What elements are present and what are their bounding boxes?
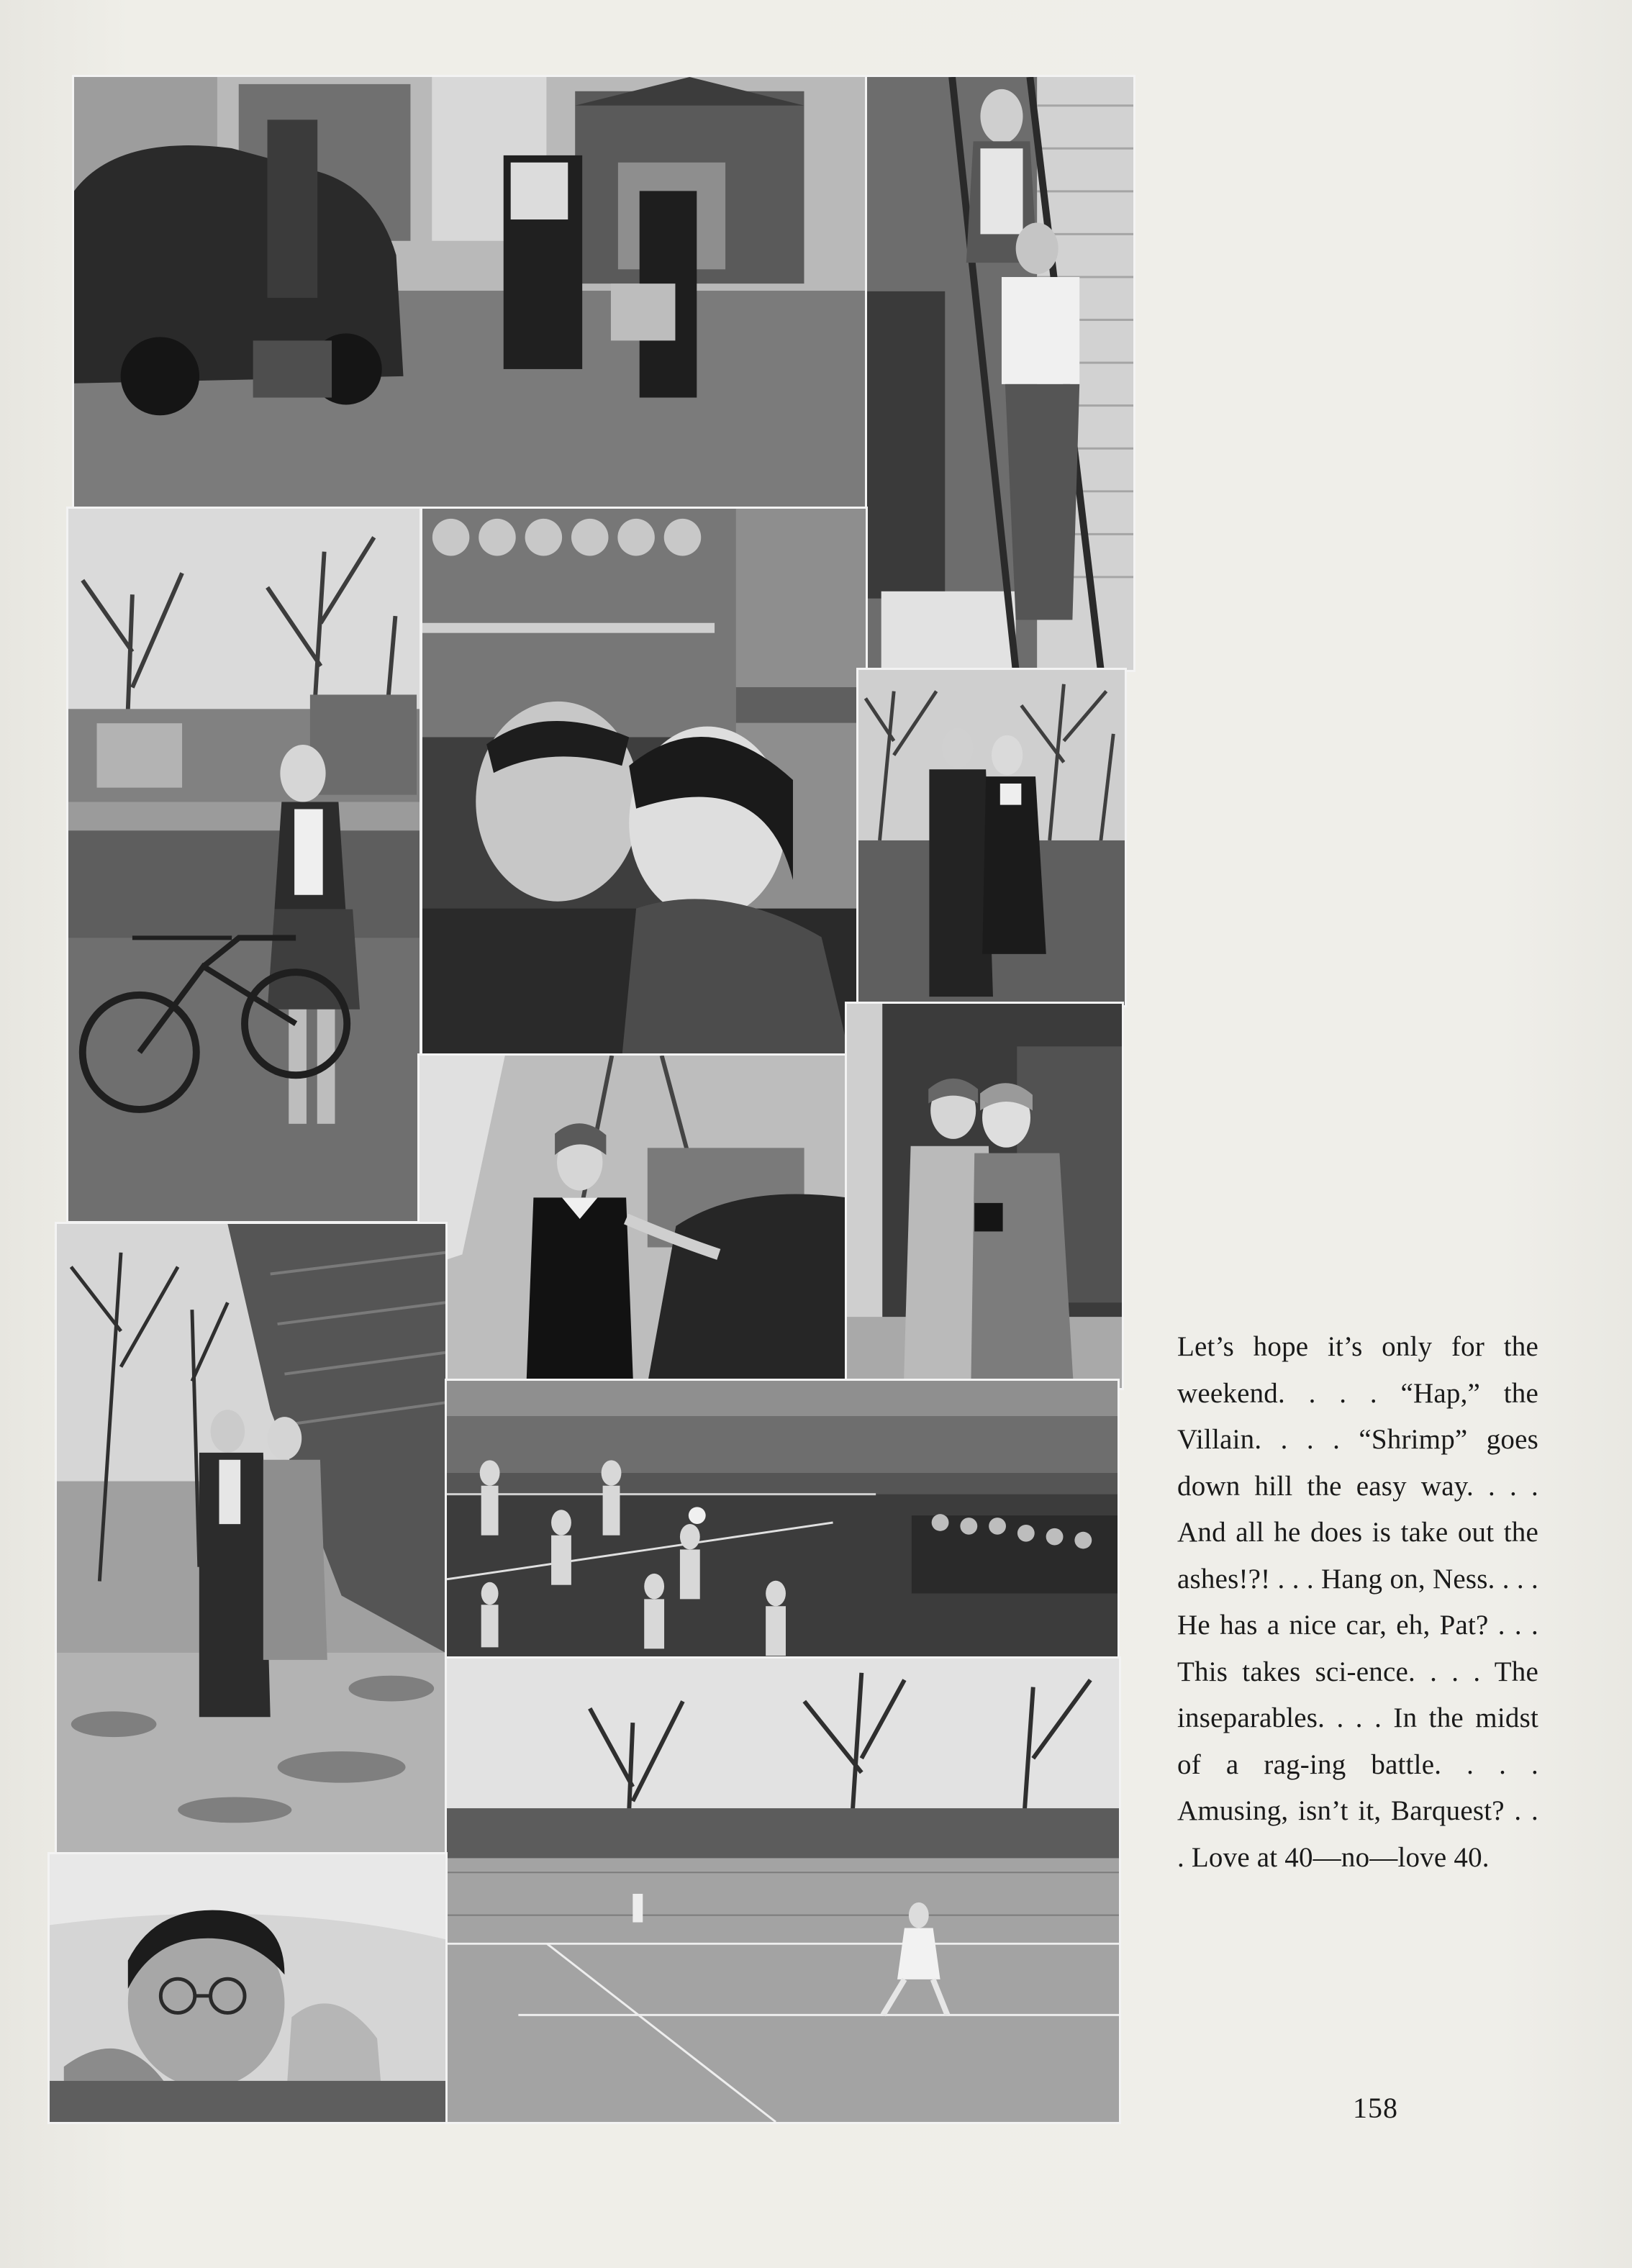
photo-bicycle [66, 507, 422, 1223]
photo-caption: Let’s hope it’s only for the weekend. . . . “Hap,” the Villain. . . . “Shrimp” goes down hill the easy way. . . . And all he does is take out the ashes!?! . . . Hang on, Ness. . . . He has a nice car, eh, Pat? . . . This takes sci-ence. . . . The inseparables. . . . In the midst of a rag-ing battle. . . . Amusing, isn’t it, Barquest? . . . Love at 40—no—love 40. [1177, 1331, 1538, 1873]
photo-two-women-camera [845, 1002, 1124, 1390]
photo-closeup-couple [420, 507, 868, 1059]
photo-man-pillow [47, 1852, 448, 2124]
photo-couple-bluff [55, 1222, 448, 1856]
photo-ladder [865, 75, 1135, 672]
photo-girl-car [417, 1053, 849, 1386]
photo-gym-volleyball [445, 1379, 1120, 1666]
photo-couple-trees [856, 668, 1127, 1007]
photo-car-suitcase [72, 75, 869, 511]
page-number: 158 [1353, 2092, 1398, 2124]
photo-tennis [445, 1656, 1121, 2124]
